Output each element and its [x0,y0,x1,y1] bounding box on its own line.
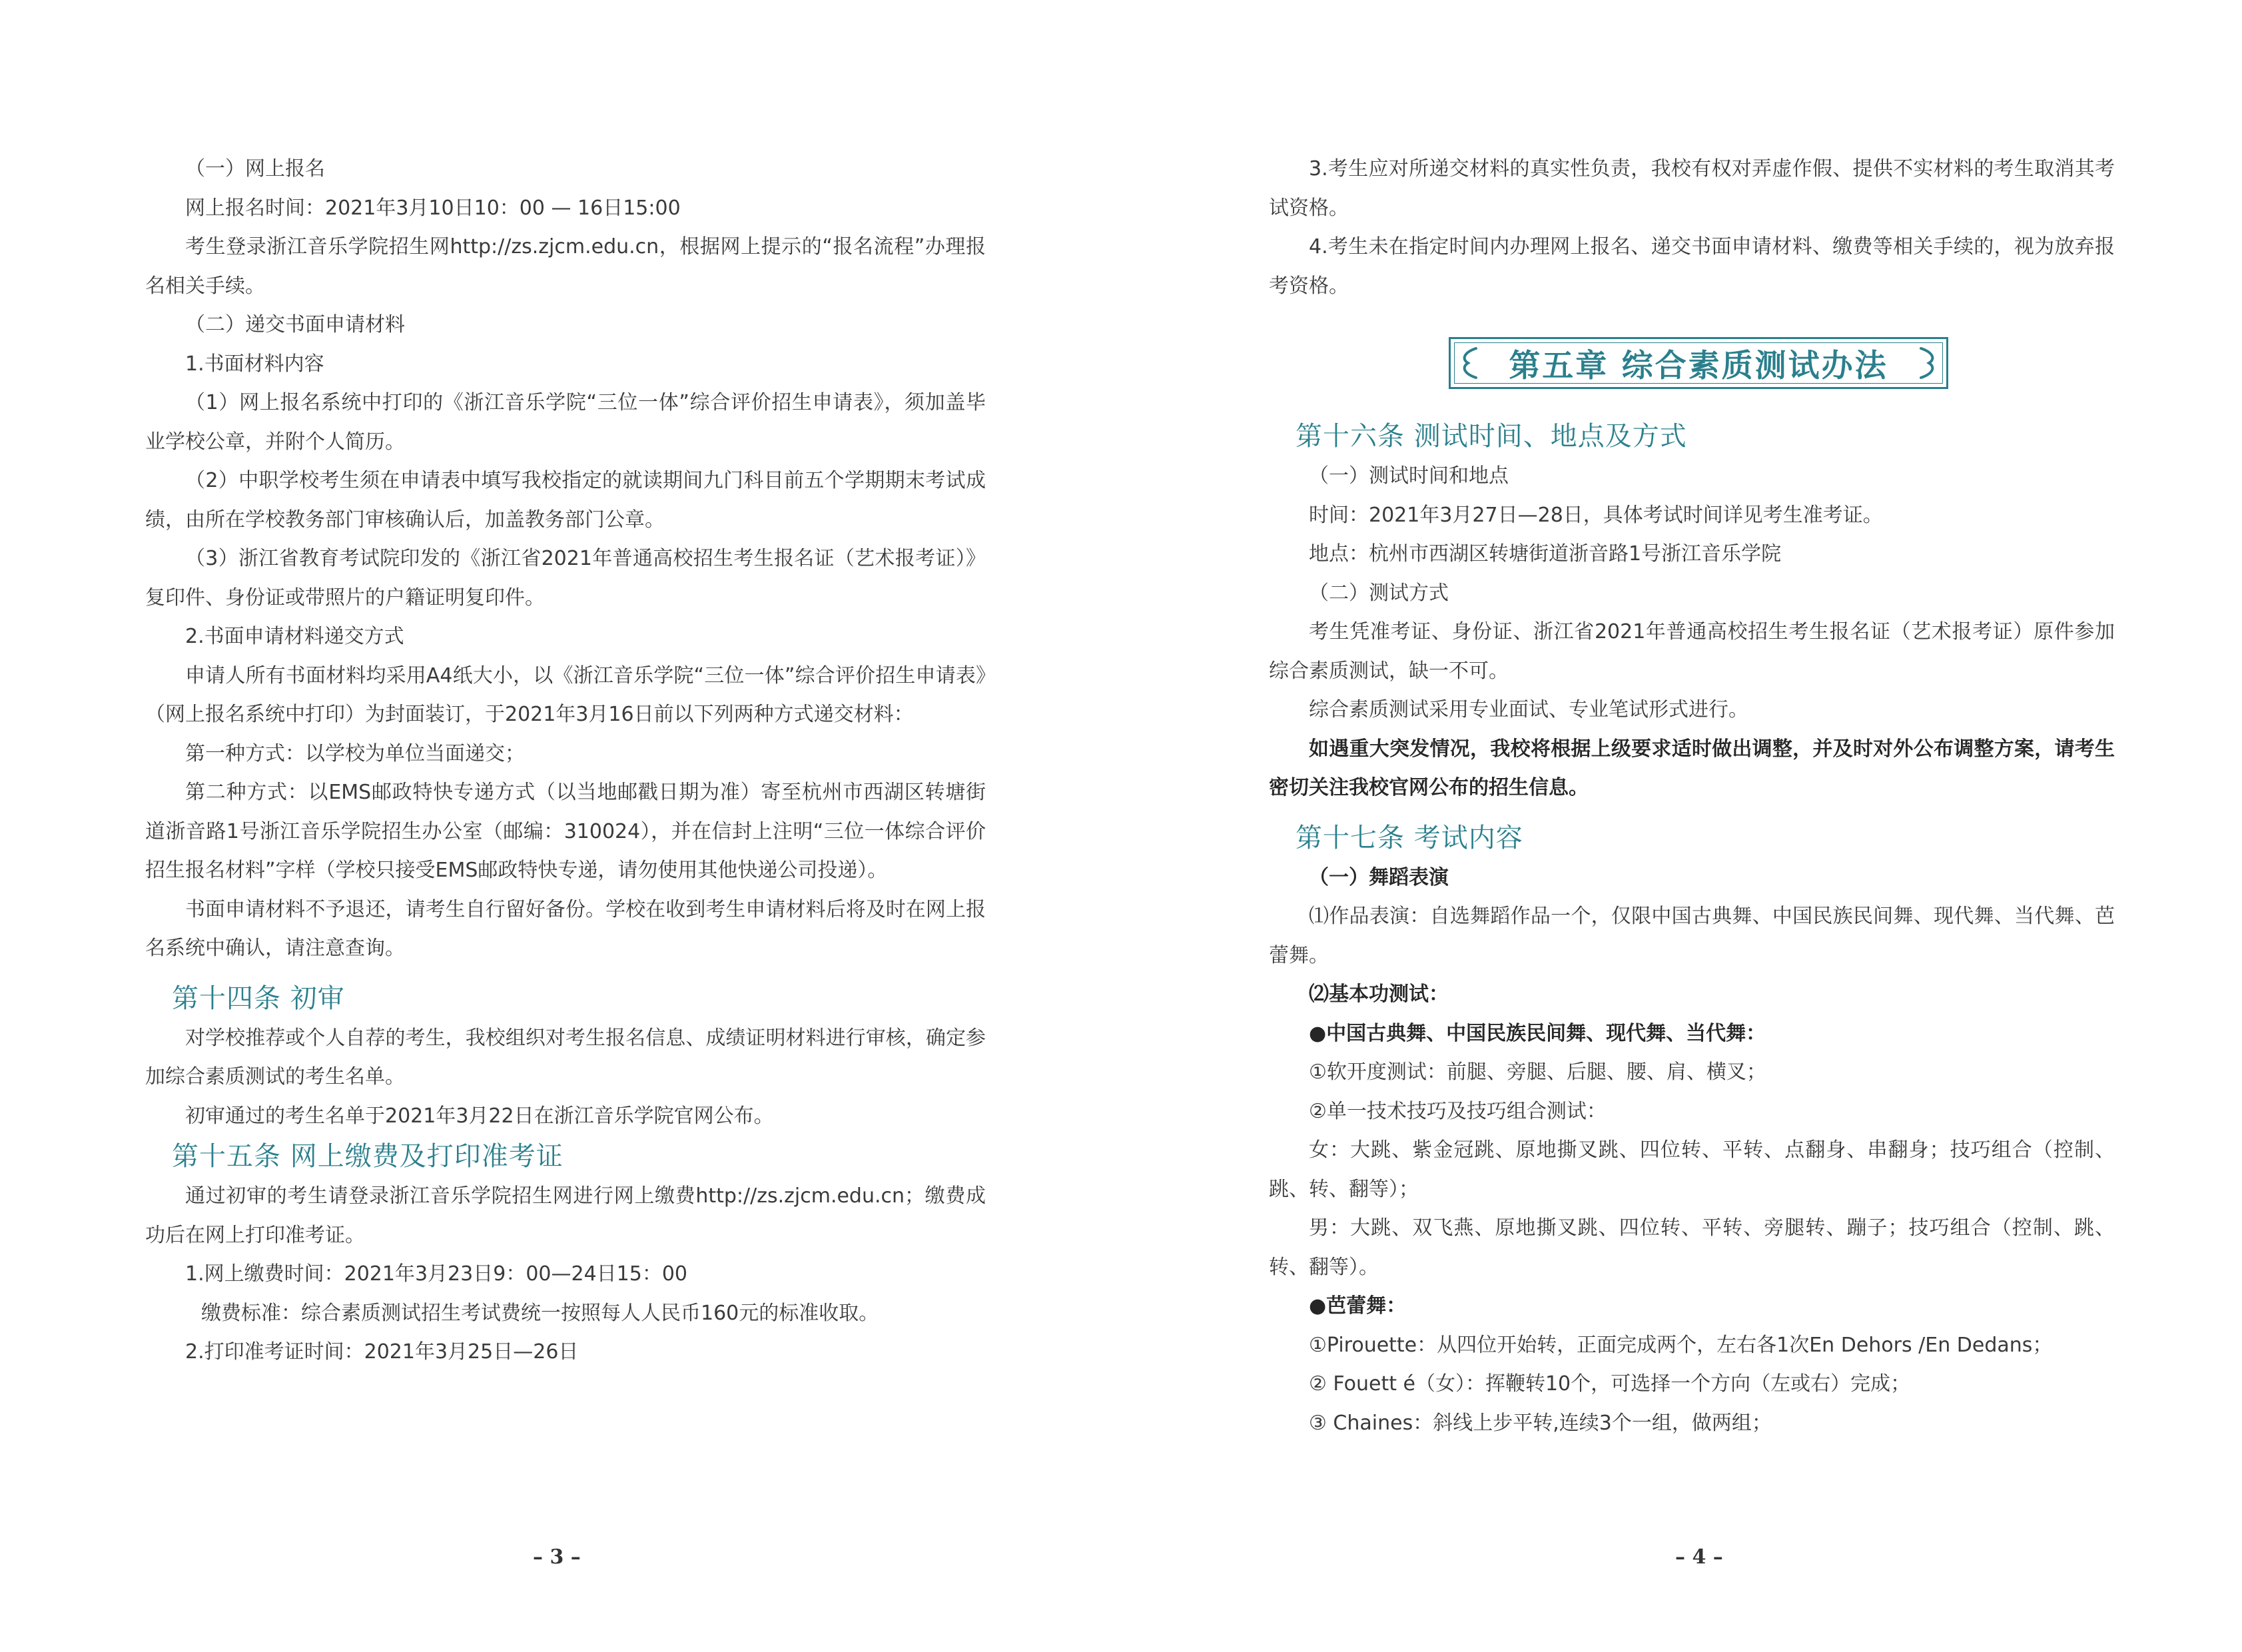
paragraph: ② Fouett é（女）：挥鞭转10个，可选择一个方向（左或右）完成； [1309,1372,1911,1396]
paragraph: 1.书面材料内容 [185,352,324,376]
paragraph: ⑵基本功测试： [1309,983,1449,1006]
paragraph: ●中国古典舞、中国民族民间舞、现代舞、当代舞： [1309,1021,1766,1045]
paragraph: ①Pirouette：从四位开始转，正面完成两个，左右各1次En Dehors /En Dedans； [1309,1333,2053,1357]
paragraph: 通过初审的考生请登录浙江音乐学院招生网进行网上缴费http://zs.zjcm.edu.cn；缴费成功后在网上打印准考证。 [145,1184,986,1247]
right-page [1121,0,2242,1652]
paragraph: 考生登录浙江音乐学院招生网http://zs.zjcm.edu.cn，根据网上提示的“报名流程”办理报名相关手续。 [145,235,986,298]
page-number-right: – 4 – [1675,1545,1723,1569]
scroll-ornament-left-icon [1456,346,1483,380]
section-16-body [1269,457,2115,808]
section-15-heading: 第十五条 网上缴费及打印准考证 [172,1141,563,1172]
paragraph: ●芭蕾舞： [1309,1294,1407,1318]
chapter-heading-block [1269,306,2115,416]
paragraph: 考生凭准考证、身份证、浙江省2021年普通高校招生考生报名证（艺术报考证）原件参加综合素质测试，缺一不可。 [1269,620,2115,683]
paragraph: （二）递交书面申请材料 [185,313,405,336]
paragraph: ②单一技术技巧及技巧组合测试： [1309,1099,1607,1123]
left-column [145,150,986,1372]
section-17-heading: 第十七条 考试内容 [1296,822,1523,853]
paragraph: （1）网上报名系统中打印的《浙江音乐学院“三位一体”综合评价招生申请表》，须加盖毕业学校公章，并附个人简历。 [145,391,986,454]
paragraph: 缴费标准：综合素质测试招生考试费统一按照每人人民币160元的标准收取。 [201,1301,879,1325]
section-14-heading: 第十四条 初审 [172,983,345,1014]
paragraph: 申请人所有书面材料均采用A4纸大小，以《浙江音乐学院“三位一体”综合评价招生申请表》（网上报名系统中打印）为封面装订，于2021年3月16日前以下列两种方式递交材料： [145,663,986,726]
paragraph: 对学校推荐或个人自荐的考生，我校组织对考生报名信息、成绩证明材料进行审核，确定参加综合素质测试的考生名单。 [145,1026,986,1088]
paragraph: （一）舞蹈表演 [1309,865,1449,889]
paragraph: ③ Chaines：斜线上步平转,连续3个一组，做两组； [1309,1411,1772,1435]
paragraph: 第二种方式：以EMS邮政特快专递方式（以当地邮戳日期为准）寄至杭州市西湖区转塘街道浙音路1号浙江音乐学院招生办公室（邮编：310024），并在信封上注明“三位一体综合评价招生报名材料”字样（学校只接受EMS邮政特快专递，请勿使用其他快递公司投递）。 [145,781,986,882]
paragraph: 综合素质测试采用专业面试、专业笔试形式进行。 [1309,698,1748,721]
paragraph: ⑴作品表演：自选舞蹈作品一个，仅限中国古典舞、中国民族民间舞、现代舞、当代舞、芭蕾舞。 [1269,905,2115,967]
paragraph: 时间：2021年3月27日—28日，具体考试时间详见考生准考证。 [1309,503,1883,527]
paragraph: 3.考生应对所递交材料的真实性负责，我校有权对弄虚作假、提供不实材料的考生取消其考试资格。 [1269,157,2115,220]
paragraph: 第一种方式：以学校为单位当面递交； [185,741,525,765]
paragraph: （3）浙江省教育考试院印发的《浙江省2021年普通高校招生考生报名证（艺术报考证）》复印件、身份证或带照片的户籍证明复印件。 [145,547,986,610]
paragraph: （一）测试时间和地点 [1309,464,1509,488]
paragraph: 女：大跳、紫金冠跳、原地撕叉跳、四位转、平转、点翻身、串翻身；技巧组合（控制、跳、转、翻等）； [1269,1138,2115,1201]
paragraph: 书面申请材料不予退还，请考生自行留好备份。学校在收到考生申请材料后将及时在网上报名系统中确认，请注意查询。 [145,897,986,960]
paragraph: 1.网上缴费时间：2021年3月23日9：00—24日15：00 [185,1262,688,1286]
paragraph: （一）网上报名 [185,157,325,181]
chapter-title-frame [1449,337,1948,389]
right-column [1269,150,2115,1443]
paragraph: （二）测试方式 [1309,581,1449,605]
paragraph: 男：大跳、双飞燕、原地撕叉跳、四位转、平转、旁腿转、蹦子；技巧组合（控制、跳、转、翻等）。 [1269,1216,2115,1279]
paragraph: 2.打印准考证时间：2021年3月25日—26日 [185,1340,579,1364]
paragraph: （2）中职学校考生须在申请表中填写我校指定的就读期间九门科目前五个学期期末考试成绩，由所在学校教务部门审核确认后，加盖教务部门公章。 [145,469,986,532]
paragraph: 初审通过的考生名单于2021年3月22日在浙江音乐学院官网公布。 [185,1104,774,1128]
section-14-body [145,1019,986,1136]
registration-section [145,150,986,969]
paragraph: 4.考生未在指定时间内办理网上报名、递交书面申请材料、缴费等相关手续的，视为放弃报考资格。 [1269,235,2115,298]
section-17-body [1269,859,2115,1444]
paragraph: 网上报名时间：2021年3月10日10：00 — 16日15:00 [185,196,681,220]
paragraph: 2.书面申请材料递交方式 [185,625,404,648]
section-15-body [145,1177,986,1372]
responsibility-notes [1269,150,2115,306]
paragraph: ①软开度测试：前腿、旁腿、后腿、腰、肩、横叉； [1309,1060,1766,1084]
paragraph: 地点：杭州市西湖区转塘街道浙音路1号浙江音乐学院 [1309,542,1782,566]
page-number-left: – 3 – [533,1545,581,1569]
chapter-title: 第五章 综合素质测试办法 [1499,341,1897,386]
section-16-heading: 第十六条 测试时间、地点及方式 [1296,421,1687,452]
scroll-ornament-right-icon [1914,346,1941,380]
paragraph: 如遇重大突发情况，我校将根据上级要求适时做出调整，并及时对外公布调整方案，请考生密切关注我校官网公布的招生信息。 [1269,737,2115,799]
